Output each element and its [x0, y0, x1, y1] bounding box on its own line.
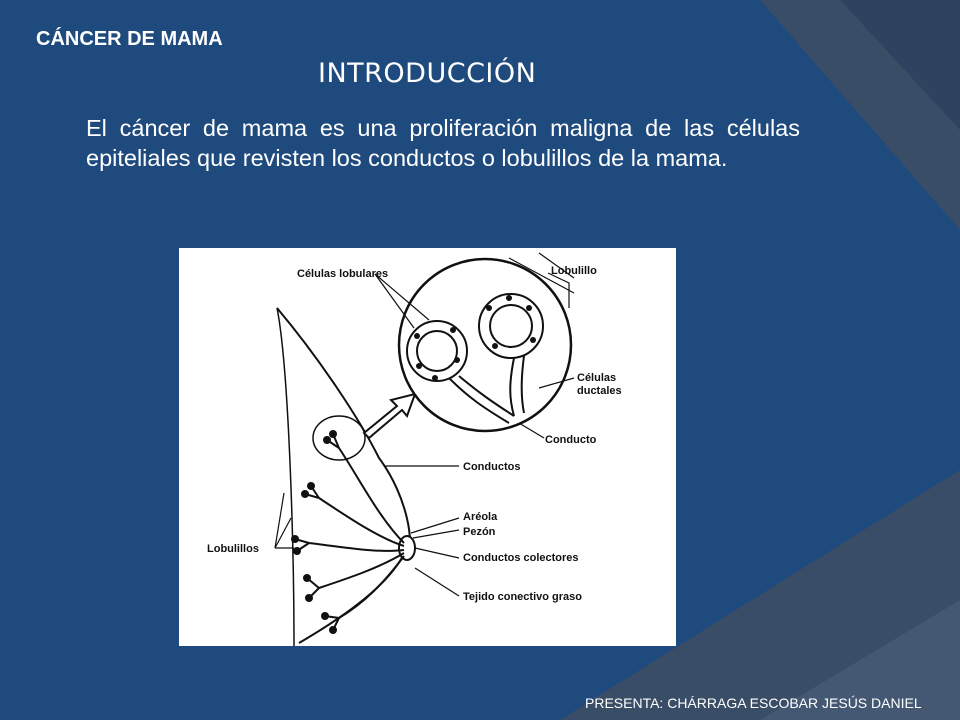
label-lobulillos: Lobulillos: [207, 543, 259, 555]
section-title: CÁNCER DE MAMA: [36, 28, 223, 50]
slide-title: INTRODUCCIÓN: [318, 58, 537, 89]
label-celulas: Células: [577, 372, 617, 384]
label-areola: Aréola: [463, 511, 498, 523]
presenter-footer: PRESENTA: CHÁRRAGA ESCOBAR JESÚS DANIEL: [585, 695, 922, 711]
label-pezon: Pezón: [463, 526, 496, 538]
label-conductos-colectores: Conductos colectores: [463, 552, 579, 564]
intro-paragraph: El cáncer de mama es una proliferación maligna de las células epiteliales que revisten los conductos o lobulillos de la mama.: [86, 115, 800, 171]
label-ductales: ductales: [577, 385, 622, 397]
breast-anatomy-diagram: [179, 248, 676, 646]
label-conducto: Conducto: [545, 434, 597, 446]
label-lobulillo: Lobulillo: [551, 265, 597, 277]
label-celulas-lobulares: Células lobulares: [297, 268, 389, 280]
label-conductos: Conductos: [463, 461, 521, 473]
label-tejido-conectivo: Tejido conectivo graso: [463, 591, 582, 603]
